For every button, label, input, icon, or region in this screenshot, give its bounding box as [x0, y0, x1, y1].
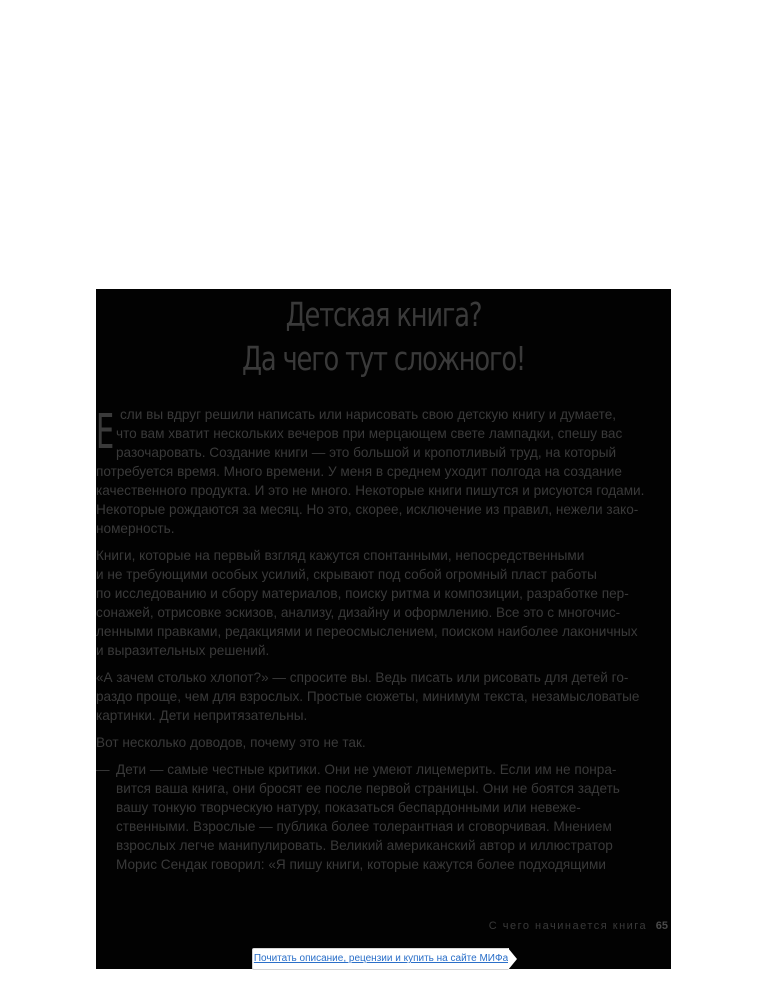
text-line: сли вы вдруг решили написать или нарисовать свою детскую книгу и думаете,	[120, 407, 617, 422]
text-line: Некоторые рождаются за месяц. Но это, скорее, исключение из правил, нежели зако-	[96, 502, 639, 517]
chapter-title	[159, 293, 608, 381]
bullet-item	[96, 760, 620, 874]
text-line: что вам хватит нескольких вечеров при мерцающем свете лампадки, спешу вас	[116, 426, 623, 441]
text-line: ленными правками, редакциями и переосмыслением, поиском наиболее лаконичных	[96, 624, 638, 639]
page-footer	[489, 920, 668, 932]
paragraph-3	[96, 668, 640, 725]
text-line: Дети — самые честные критики. Они не умеют лицемерить. Если им не понра-	[116, 762, 617, 777]
bullet-dash: —	[96, 762, 110, 777]
text-line: вится ваша книга, они бросят ее после первой страницы. Они не боятся задеть	[116, 781, 620, 796]
text-line: раздо проще, чем для взрослых. Простые сюжеты, минимум текста, незамысловатые	[96, 689, 640, 704]
text-line: по исследованию и сбору материалов, поиску ритма и композиции, разработке пер-	[96, 586, 629, 601]
text-line: номерность.	[96, 521, 175, 536]
chapter-title-line-1: Детская книга?	[285, 295, 482, 334]
text-line: вашу тонкую творческую натуру, показаться беспардонными или невеже-	[116, 800, 581, 815]
text-line: ственными. Взрослые — публика более толерантная и сговорчивая. Мнением	[116, 819, 612, 834]
book-page	[96, 289, 671, 969]
text-line: качественного продукта. И это не много. Некоторые книги пишутся и рисуются годами.	[96, 483, 645, 498]
text-line: взрослых легче манипулировать. Великий американский автор и иллюстратор	[116, 838, 613, 853]
mif-link-arrow-shape	[508, 948, 517, 970]
chapter-title-line-2: Да чего тут сложного!	[241, 339, 526, 378]
page-number: 65	[655, 920, 668, 932]
paragraph-1	[96, 405, 645, 538]
body-text	[96, 405, 645, 882]
text-line: картинки. Дети непритязательны.	[96, 708, 308, 723]
text-line: потребуется время. Много времени. У меня в среднем уходит полгода на создание	[96, 464, 622, 479]
text-line: Морис Сендак говорил: «Я пишу книги, которые кажутся более подходящими	[116, 857, 606, 872]
text-line: и выразительных решений.	[96, 643, 270, 658]
mif-store-link[interactable]: Почитать описание, рецензии и купить на сайте МИФа	[252, 948, 509, 970]
drop-cap: Е	[96, 404, 115, 460]
paragraph-4	[96, 733, 616, 752]
text-line: сонажей, отрисовке эскизов, анализу, дизайну и оформлению. Все это с многочис-	[96, 605, 621, 620]
text-line: разочаровать. Создание книги — это большой и кропотливый труд, на который	[116, 445, 617, 460]
text-line: Книги, которые на первый взгляд кажутся спонтанными, непосредственными	[96, 548, 585, 563]
running-title: С чего начинается книга	[488, 920, 648, 932]
text-line: Вот несколько доводов, почему это не так.	[96, 735, 366, 750]
paragraph-2	[96, 546, 638, 660]
text-line: и не требующими особых усилий, скрывают под собой огромный пласт работы	[96, 567, 597, 582]
text-line: «А зачем столько хлопот?» — спросите вы. Ведь писать или рисовать для детей го-	[96, 670, 629, 685]
